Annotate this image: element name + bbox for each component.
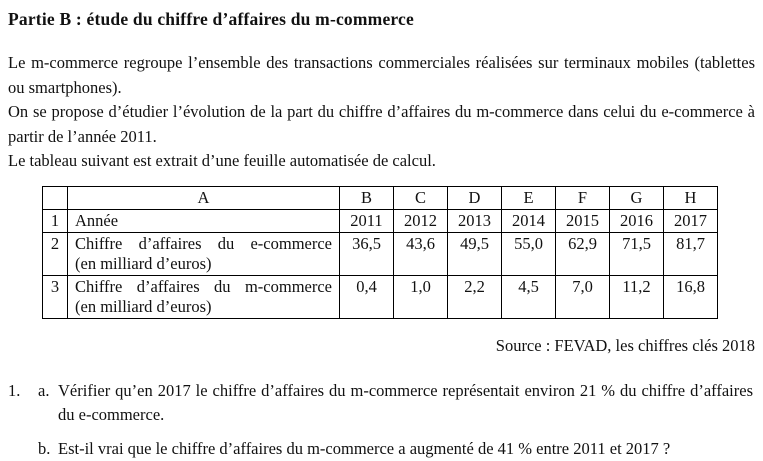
question-1b-text: Est-il vrai que le chiffre d’affaires du m-commerce a augmenté de 41 % entre 2011 et 2017 ? bbox=[58, 437, 755, 461]
row-label: Chiffre d’affaires du m-commerce bbox=[68, 277, 339, 297]
question-1a bbox=[38, 379, 755, 428]
row-label-unit: (en milliard d’euros) bbox=[68, 254, 339, 274]
row-label-cell bbox=[68, 275, 340, 318]
intro-paragraph-2: On se propose d’étudier l’évolution de la part du chiffre d’affaires du m-commerce dans celui du e-commerce à partir de l’année 2011. bbox=[8, 100, 755, 149]
table-cell: 43,6 bbox=[394, 232, 448, 275]
question-1b-marker: b. bbox=[38, 437, 58, 461]
table-row bbox=[43, 209, 718, 232]
table-header-row bbox=[43, 186, 718, 209]
table-cell: 49,5 bbox=[448, 232, 502, 275]
row-label: Chiffre d’affaires du e-commerce bbox=[68, 234, 339, 254]
column-header-h: H bbox=[664, 186, 718, 209]
row-number: 2 bbox=[43, 232, 68, 275]
column-header-e: E bbox=[502, 186, 556, 209]
column-header-f: F bbox=[556, 186, 610, 209]
table-cell: 11,2 bbox=[610, 275, 664, 318]
question-1a-text: Vérifier qu’en 2017 le chiffre d’affaires du m-commerce représentait environ 21 % du chiffre d’affaires du e-commerce. bbox=[58, 379, 755, 428]
question-1a-marker: a. bbox=[38, 379, 58, 428]
column-header-a: A bbox=[68, 186, 340, 209]
row-number: 3 bbox=[43, 275, 68, 318]
table-cell: 2015 bbox=[556, 209, 610, 232]
table-cell: 4,5 bbox=[502, 275, 556, 318]
source-caption: Source : FEVAD, les chiffres clés 2018 bbox=[8, 335, 755, 357]
row-label-cell bbox=[68, 209, 340, 232]
table-cell: 2012 bbox=[394, 209, 448, 232]
row-label-cell bbox=[68, 232, 340, 275]
column-header-d: D bbox=[448, 186, 502, 209]
corner-cell bbox=[43, 186, 68, 209]
question-sub-items bbox=[38, 379, 755, 461]
table-cell: 62,9 bbox=[556, 232, 610, 275]
table-row bbox=[43, 275, 718, 318]
column-header-g: G bbox=[610, 186, 664, 209]
question-1b bbox=[38, 437, 755, 461]
intro-paragraph-1: Le m-commerce regroupe l’ensemble des transactions commerciales réalisées sur terminaux mobiles (tablettes ou smartphones). bbox=[8, 51, 755, 100]
column-header-c: C bbox=[394, 186, 448, 209]
column-header-b: B bbox=[340, 186, 394, 209]
table-cell: 7,0 bbox=[556, 275, 610, 318]
table-cell: 55,0 bbox=[502, 232, 556, 275]
table-cell: 16,8 bbox=[664, 275, 718, 318]
row-number: 1 bbox=[43, 209, 68, 232]
table-cell: 2013 bbox=[448, 209, 502, 232]
table-cell: 2011 bbox=[340, 209, 394, 232]
table-cell: 81,7 bbox=[664, 232, 718, 275]
question-number: 1. bbox=[8, 379, 38, 461]
page-title: Partie B : étude du chiffre d’affaires du m-commerce bbox=[8, 9, 755, 30]
table-cell: 0,4 bbox=[340, 275, 394, 318]
table-cell: 1,0 bbox=[394, 275, 448, 318]
table-cell: 2,2 bbox=[448, 275, 502, 318]
intro-paragraph-3: Le tableau suivant est extrait d’une feuille automatisée de calcul. bbox=[8, 149, 755, 174]
table-cell: 36,5 bbox=[340, 232, 394, 275]
table-row bbox=[43, 232, 718, 275]
row-label-unit: (en milliard d’euros) bbox=[68, 297, 339, 317]
table-cell: 2014 bbox=[502, 209, 556, 232]
table-cell: 71,5 bbox=[610, 232, 664, 275]
row-label: Année bbox=[68, 211, 339, 231]
question-1 bbox=[8, 379, 755, 461]
table-cell: 2016 bbox=[610, 209, 664, 232]
spreadsheet-table bbox=[42, 186, 718, 319]
table-cell: 2017 bbox=[664, 209, 718, 232]
